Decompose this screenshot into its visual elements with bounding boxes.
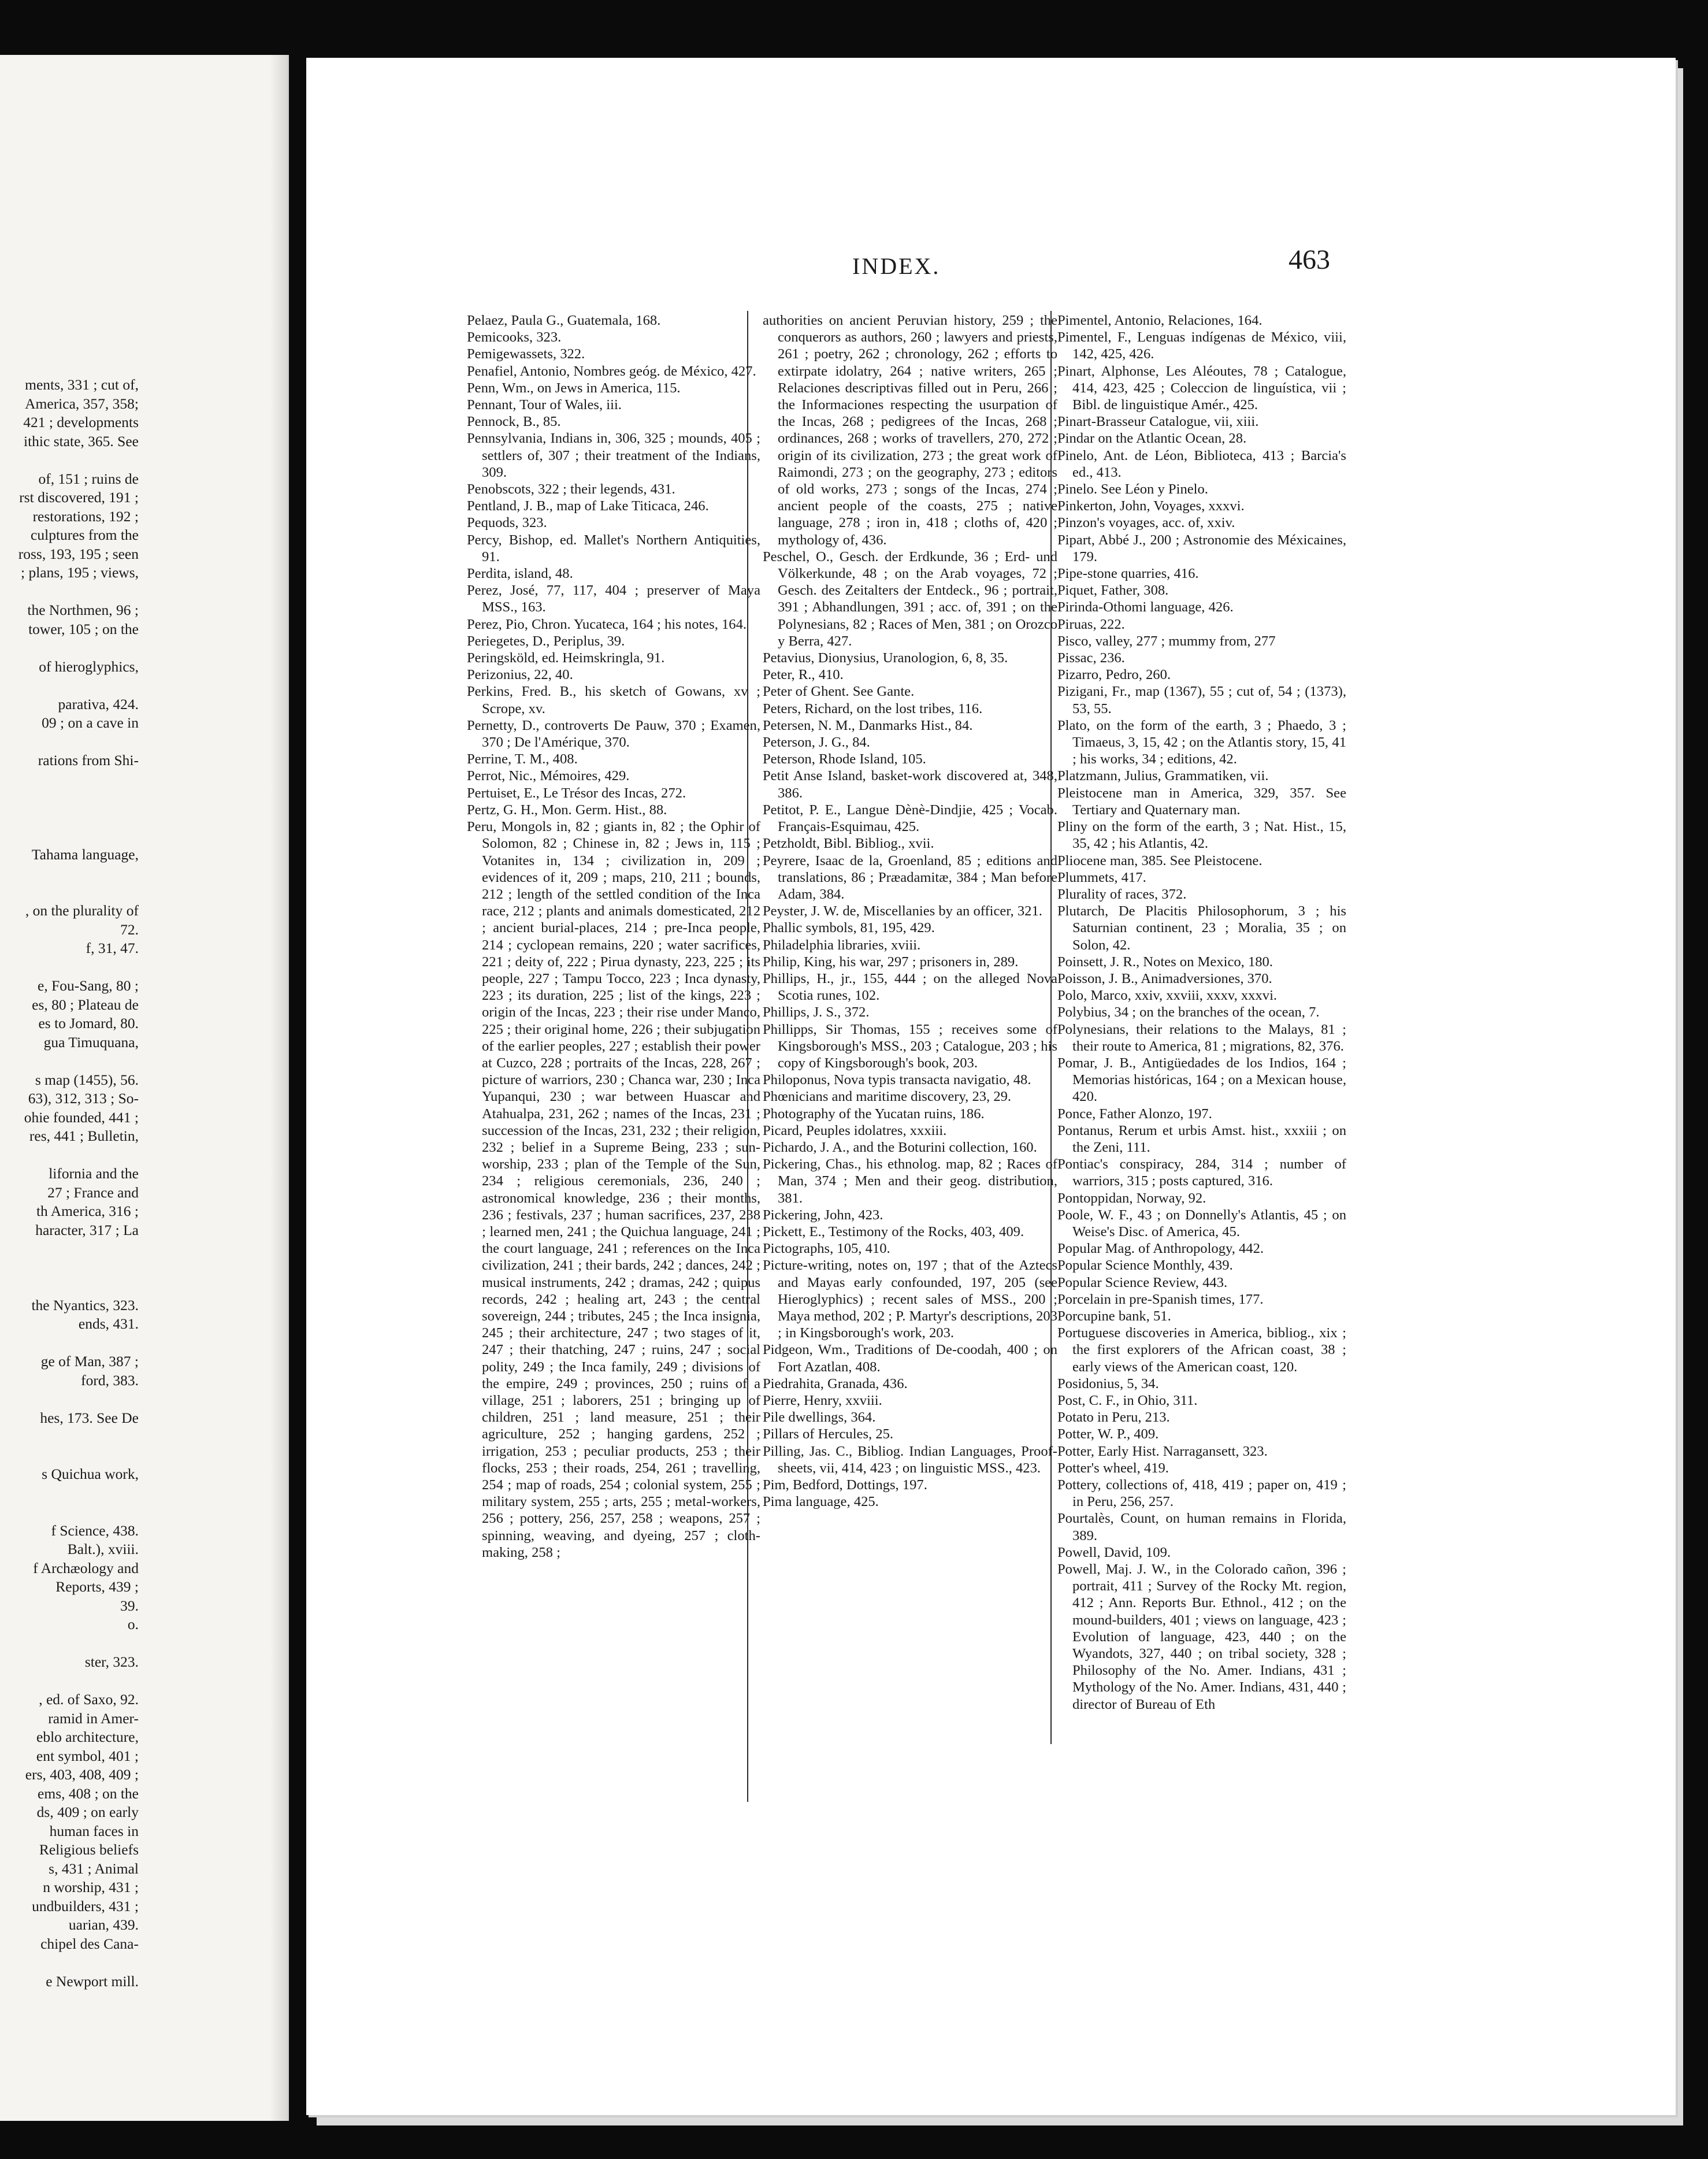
index-entry: Platzmann, Julius, Grammatiken, vii. [1057,768,1269,784]
index-column-3 [1057,312,1346,1713]
index-entry: Pickett, E., Testimony of the Rocks, 403, 409. [763,1223,1024,1240]
left-page-line [0,1860,272,1879]
index-entry: Popular Science Review, 443. [1057,1274,1228,1290]
index-entry: Perrot, Nic., Mémoires, 429. [467,768,630,784]
index-entry: Pilling, Jas. C., Bibliog. Indian Languages, Proof-sheets, vii, 414, 423 ; on linguistic MSS., 423. [763,1443,1057,1476]
left-page-line-text: uarian, 439. [68,1916,139,1933]
left-page-line [0,1033,272,1052]
index-entry: Perrine, T. M., 408. [467,751,578,767]
left-page-line [0,1296,272,1315]
left-page-line [0,1277,272,1296]
index-entry: Pinelo, Ant. de Léon, Biblioteca, 413 ; Barcia's ed., 413. [1057,447,1346,480]
index-entry: Petersen, N. M., Danmarks Hist., 84. [763,717,973,733]
index-entry: Pelaez, Paula G., Guatemala, 168. [467,313,661,328]
left-page-line [0,432,272,451]
left-page-line [0,958,272,977]
left-page-line-text: ends, 431. [78,1315,139,1332]
left-page-line [0,1803,272,1822]
left-page-line [0,1522,272,1541]
left-page-line [0,470,272,489]
index-entry: Picture-writing, notes on, 197 ; that of the Aztecs and Mayas early confounded, 197, 205 (see Hieroglyphics) ; recent sales of MSS., 200 ; Maya method, 202 ; P. Martyr's descriptions, 203 ; in Kingsborough's work, 203. [763,1257,1057,1341]
left-page-line [0,376,272,395]
index-entry: Petit Anse Island, basket-work discovered at, 348, 386. [763,768,1057,801]
index-entry: Pichardo, J. A., and the Boturini collection, 160. [763,1139,1037,1155]
left-page-line [0,1972,272,1991]
index-entry: Penobscots, 322 ; their legends, 431. [467,481,675,498]
index-entry: Perdita, island, 48. [467,566,573,582]
left-page-line [0,1540,272,1559]
index-entry: Ponce, Father Alonzo, 197. [1057,1106,1212,1122]
index-entry: Philip, King, his war, 297 ; prisoners in, 289. [763,954,1019,970]
left-page-line [0,714,272,733]
left-page-line-text: o. [127,1616,139,1633]
index-entry: Porcelain in pre-Spanish times, 177. [1057,1291,1264,1307]
left-page-line-text: s map (1455), 56. [35,1071,139,1088]
index-entry: Pontiac's conspiracy, 284, 314 ; number of warriors, 315 ; posts captured, 316. [1057,1156,1346,1189]
index-entry: Peter of Ghent. See Gante. [763,684,915,700]
index-entry: Polynesians, their relations to the Malays, 81 ; their route to America, 81 ; migrations, 82, 376. [1057,1021,1346,1054]
left-page-line-text: culptures from the [31,526,139,543]
left-page-line-text: the Northmen, 96 ; [27,602,139,618]
index-entry: Poinsett, J. R., Notes on Mexico, 180. [1057,954,1273,970]
left-page-line-text: ithic state, 365. See [24,432,139,450]
left-page-line [0,1371,272,1390]
left-page-line [0,1634,272,1653]
left-page-line-text: ster, 323. [84,1653,139,1670]
index-entry: Plato, on the form of the earth, 3 ; Phaedo, 3 ; Timaeus, 3, 15, 42 ; on the Atlantis story, 15, 41 ; his works, 34 ; editions, 42. [1057,717,1346,767]
left-page-line-text: 63), 312, 313 ; So- [28,1090,139,1107]
index-entry: Pipart, Abbé J., 200 ; Astronomie des Méxicaines, 179. [1057,532,1346,565]
left-page-line-text: f Archæology and [33,1559,139,1576]
left-page-line [0,1747,272,1766]
left-page-line-text: ramid in Amer- [48,1709,139,1727]
left-page-line [0,1465,272,1484]
left-page-line-text: ; plans, 195 ; views, [21,564,139,581]
index-entry: Picard, Peuples idolatres, xxxiii. [763,1122,947,1138]
index-entry: Periegetes, D., Periplus, 39. [467,633,625,649]
left-page-fragment [0,55,289,2121]
left-page-line [0,1484,272,1503]
left-page-line-text: , on the plurality of [25,902,139,919]
index-entry: Pleistocene man in America, 329, 357. See Tertiary and Quaternary man. [1057,785,1346,818]
left-page-line-text: ford, 383. [81,1371,139,1389]
left-page-line-text: parativa, 424. [58,695,139,713]
index-entry: Peyrere, Isaac de la, Groenland, 85 ; editions and translations, 86 ; Præadamitæ, 384 ; Man before Adam, 384. [763,852,1057,902]
left-page-line-text: es to Jomard, 80. [38,1015,139,1032]
left-page-line-text: e Newport mill. [46,1972,139,1990]
left-page-line [0,1164,272,1184]
left-page-line [0,413,272,432]
left-page-line-text: ge of Man, 387 ; [40,1353,139,1370]
left-page-line-text: 421 ; developments [23,414,139,431]
index-entry: Peterson, J. G., 84. [763,734,870,751]
left-page-line-text: ers, 403, 408, 409 ; [25,1766,139,1783]
index-entry: Piruas, 222. [1057,616,1125,632]
index-entry: Pennant, Tour of Wales, iii. [467,397,622,413]
left-page-line [0,526,272,545]
index-entry: Peters, Richard, on the lost tribes, 116. [763,700,983,717]
left-page-line [0,395,272,414]
left-page-line-text: f, 31, 47. [86,940,139,956]
left-page-line-text: Religious beliefs [39,1841,139,1858]
index-entry: Pequods, 323. [467,515,547,531]
index-entry: Plurality of races, 372. [1057,886,1187,902]
left-page-line [0,902,272,921]
left-page-line [0,1089,272,1108]
left-page-line-text: ems, 408 ; on the [38,1785,139,1802]
left-page-line-text: 27 ; France and [47,1184,139,1201]
left-page-line [0,1690,272,1709]
index-entry: Perez, Pio, Chron. Yucateca, 164 ; his notes, 164. [467,616,747,632]
index-entry: Pliocene man, 385. See Pleistocene. [1057,852,1263,869]
index-entry: Pontanus, Rerum et urbis Amst. hist., xxxiii ; on the Zeni, 111. [1057,1122,1346,1155]
index-entry: Pizarro, Pedro, 260. [1057,667,1171,683]
left-page-line-text: ds, 409 ; on early [36,1804,139,1820]
index-entry: Pinart-Brasseur Catalogue, vii, xiii. [1057,414,1259,430]
index-entry: Powell, Maj. J. W., in the Colorado cañon, 396 ; portrait, 411 ; Survey of the Rocky Mt. region, 412 ; Ann. Reports Bur. Ethnol., 412 ; on the mound-builders, 401 ; views on language, 423 ; Evolution of language, 423, 440 ; on the Wyandots, 327, 440 ; on tribal society, 328 ; Philosophy of the No. Amer. Indians, 431 ; Mythology of the No. Amer. Indians, 431, 440 ; director of Bureau of Eth [1057,1561,1346,1712]
left-page-line-text: the Nyantics, 323. [31,1296,139,1314]
index-entry: Popular Science Monthly, 439. [1057,1257,1233,1274]
index-entry: Pictographs, 105, 410. [763,1241,890,1257]
left-page-line [0,1202,272,1221]
left-page-line [0,1427,272,1446]
left-page-line-text: n worship, 431 ; [43,1879,139,1895]
index-entry: Pinelo. See Léon y Pinelo. [1057,481,1208,498]
left-page-line-text: undbuilders, 431 ; [32,1897,139,1915]
left-page-line [0,1728,272,1747]
left-page-line [0,977,272,996]
page-number: 463 [1289,244,1330,275]
left-page-line [0,1446,272,1466]
left-page-line [0,583,272,602]
index-entry: Portuguese discoveries in America, bibliog., xix ; the first explorers of the African coast, 38 ; early views of the American coast, 120. [1057,1325,1346,1375]
left-page-line-text: 39. [120,1597,139,1614]
left-page-line-text: ross, 193, 195 ; seen [18,545,139,562]
left-page-line-text: eblo architecture, [36,1728,139,1745]
index-entry: Pernetty, D., controverts De Pauw, 370 ; Examen, 370 ; De l'Amérique, 370. [467,717,760,751]
index-entry: authorities on ancient Peruvian history, 259 ; the conquerors as authors, 260 ; lawyers and priests, 261 ; poetry, 262 ; chronology, 262 ; efforts to extirpate idolatry, 264 ; native writers, 265 ; Relaciones descriptivas filled out in Peru, 266 ; the Informaciones respecting the usurpation of the Incas, 268 ; pedigrees of the Incas, 268 ; ordinances, 268 ; works of travellers, 270, 272 ; origin of its civilization, 273 ; the great work of Raimondi, 273 ; on the geography, 273 ; editors of old works, 273 ; songs of the Incas, 274 ; ancient people of the coasts, 275 ; native language, 278 ; iron in, 418 ; cloths of, 420 ; mythology of, 436. [763,313,1057,548]
left-page-line [0,658,272,677]
left-page-line-text: Balt.), xviii. [67,1541,139,1557]
index-entry: Popular Mag. of Anthropology, 442. [1057,1241,1264,1257]
left-page-line-text: human faces in [49,1822,139,1839]
left-page-line [0,601,272,620]
left-page-line-text: res, 441 ; Bulletin, [29,1127,139,1144]
left-page-line [0,1822,272,1841]
left-page-line [0,864,272,883]
index-entry: Plutarch, De Placitis Philosophorum, 3 ; his Saturnian continent, 23 ; Moralia, 35 ; on Solon, 42. [1057,903,1346,953]
index-entry: Post, C. F., in Ohio, 311. [1057,1393,1198,1408]
index-entry: Peyster, J. W. de, Miscellanies by an officer, 321. [763,903,1042,919]
index-entry: Potter, Early Hist. Narragansett, 323. [1057,1443,1268,1459]
left-page-line [0,1653,272,1672]
index-entry: Pottery, collections of, 418, 419 ; paper on, 419 ; in Peru, 256, 257. [1057,1477,1346,1510]
index-entry: Pentland, J. B., map of Lake Titicaca, 246. [467,498,709,514]
left-page-line-text: restorations, 192 ; [32,507,139,525]
left-page-line [0,1935,272,1954]
index-entry: Pinzon's voyages, acc. of, xxiv. [1057,515,1235,531]
left-page-line-text: Tahama language, [31,845,139,863]
left-page-line-text: th America, 316 ; [36,1203,139,1219]
left-page-line-text: s Quichua work, [42,1466,139,1482]
left-page-line [0,451,272,470]
left-page-line-text: f Science, 438. [51,1522,139,1539]
left-page-line [0,1841,272,1860]
left-page-line [0,1765,272,1785]
index-entry: Potter, W. P., 409. [1057,1426,1159,1442]
left-page-line [0,1578,272,1597]
left-page-line [0,1240,272,1259]
left-page-line [0,1559,272,1578]
left-page-line [0,1334,272,1353]
left-page-line-text: es, 80 ; Plateau de [32,996,139,1013]
left-page-line-text: , ed. of Saxo, 92. [39,1691,139,1708]
index-entry: Philadelphia libraries, xviii. [763,937,921,953]
left-page-line [0,733,272,752]
index-entry: Philoponus, Nova typis transacta navigatio, 48. [763,1072,1031,1088]
left-page-line [0,639,272,658]
left-page-line [0,1878,272,1897]
left-page-line-text: chipel des Cana- [40,1935,139,1952]
left-page-line-text: rations from Shi- [38,752,139,769]
index-entry: Phallic symbols, 81, 195, 429. [763,920,935,936]
left-page-line [0,1127,272,1146]
index-entry: Piquet, Father, 308. [1057,583,1169,599]
left-page-line-text: ohie founded, 441 ; [24,1108,139,1126]
book-gutter [270,55,287,2121]
index-entry: Pliny on the form of the earth, 3 ; Nat. Hist., 15, 35, 42 ; his Atlantis, 42. [1057,819,1346,852]
left-page-line-text: 72. [120,921,139,938]
index-entry: Pinkerton, John, Voyages, xxxvi. [1057,498,1245,514]
index-entry: Pennock, B., 85. [467,414,561,430]
index-entry: Petzholdt, Bibl. Bibliog., xvii. [763,836,934,852]
left-page-line [0,845,272,865]
index-entry: Piedrahita, Granada, 436. [763,1375,908,1392]
left-page-line [0,545,272,564]
index-entry: Pimentel, Antonio, Relaciones, 164. [1057,313,1263,328]
left-page-line-text: s, 431 ; Animal [49,1860,139,1877]
index-entry: Potter's wheel, 419. [1057,1460,1169,1476]
left-page-line [0,1184,272,1203]
left-page-line [0,695,272,714]
index-entry: Pickering, John, 423. [763,1207,883,1223]
index-entry: Pierre, Henry, xxviii. [763,1393,882,1408]
left-page-line [0,939,272,958]
left-page-line [0,808,272,827]
index-entry: Petitot, P. E., Langue Dènè-Dindjie, 425 ; Vocab. Français-Esquimau, 425. [763,802,1057,835]
index-entry: Perkins, Fred. B., his sketch of Gowans, xv ; Scrope, xv. [467,684,760,717]
left-page-line [0,751,272,770]
left-page-line [0,1916,272,1935]
index-entry: Peter, R., 410. [763,667,844,683]
left-page-line [0,921,272,940]
index-entry: Pisco, valley, 277 ; mummy from, 277 [1057,633,1276,649]
index-entry: Pima language, 425. [763,1494,879,1510]
index-entry: Peschel, O., Gesch. der Erdkunde, 36 ; Erd- und Völkerkunde, 48 ; on the Arab voyages, 72 ; Gesch. des Zeitalters der Entdeck., 96 ; portrait, 391 ; Abhandlungen, 391 ; acc. of, 391 ; on the Polynesians, 82 ; Races of Men, 381 ; on Orozco y Berra, 427. [763,548,1057,649]
index-entry: Pertz, G. H., Mon. Germ. Hist., 88. [467,802,667,818]
left-page-line-text: ent symbol, 401 ; [36,1747,139,1764]
index-entry: Powell, David, 109. [1057,1544,1171,1560]
left-page-line [0,1146,272,1165]
left-page-line [0,789,272,808]
index-entry: Pidgeon, Wm., Traditions of De-coodah, 400 ; on Fort Azatlan, 408. [763,1342,1057,1375]
index-entry: Pontoppidan, Norway, 92. [1057,1190,1206,1206]
left-page-line [0,1108,272,1127]
index-entry: Posidonius, 5, 34. [1057,1375,1159,1392]
index-entry: Phillips, J. S., 372. [763,1004,870,1021]
left-page-line [0,883,272,902]
left-page-line-text: tower, 105 ; on the [28,620,139,637]
index-entry: Pissac, 236. [1057,650,1125,666]
left-page-line [0,1953,272,1972]
left-page-line [0,488,272,507]
index-entry: Pickering, Chas., his ethnolog. map, 82 ; Races of Man, 374 ; Men and their geog. distribution, 381. [763,1156,1057,1206]
left-page-line-text: haracter, 317 ; La [35,1221,139,1238]
index-entry: Penafiel, Antonio, Nombres geóg. de México, 427. [467,363,756,379]
left-page-line [0,1785,272,1804]
left-page-line-text: e, Fou-Sang, 80 ; [38,977,139,994]
index-entry: Pennsylvania, Indians in, 306, 325 ; mounds, 405 ; settlers of, 307 ; their treatment of the Indians, 309. [467,431,760,480]
index-entry: Plummets, 417. [1057,869,1146,885]
index-entry: Phœnicians and maritime discovery, 23, 29. [763,1089,1012,1105]
index-entry: Pipe-stone quarries, 416. [1057,566,1199,582]
index-column-1 [467,312,760,1561]
index-entry: Penn, Wm., on Jews in America, 115. [467,380,681,396]
left-page-line [0,770,272,789]
left-page-line [0,1221,272,1240]
index-entry: Polybius, 34 ; on the branches of the ocean, 7. [1057,1004,1320,1021]
left-page-line-text: lifornia and the [49,1165,139,1182]
left-page-line-text: hes, 173. See De [40,1409,139,1426]
left-page-line [0,1390,272,1409]
left-page-line-text: of, 151 ; ruins de [38,470,139,487]
index-entry: Pindar on the Atlantic Ocean, 28. [1057,431,1247,447]
index-entry: Percy, Bishop, ed. Mallet's Northern Antiquities, 91. [467,532,760,565]
index-entry: Potato in Peru, 213. [1057,1409,1170,1426]
index-entry: Perez, José, 77, 117, 404 ; preserver of Maya MSS., 163. [467,583,760,615]
running-header: INDEX. [852,253,941,279]
index-entry: Pirinda-Othomi language, 426. [1057,599,1234,615]
left-page-line [0,563,272,583]
left-page-line [0,1709,272,1728]
left-page-line-text: America, 357, 358; [25,395,139,412]
index-entry: Phillips, H., jr., 155, 444 ; on the alleged Nova Scotia runes, 102. [763,970,1057,1004]
left-page-line [0,826,272,845]
index-entry: Porcupine bank, 51. [1057,1308,1171,1324]
index-entry: Pertuiset, E., Le Trésor des Incas, 272. [467,785,686,801]
left-page-line-text: 09 ; on a cave in [42,714,139,731]
index-entry: Photography of the Yucatan ruins, 186. [763,1106,985,1122]
left-page-line-text: rst discovered, 191 ; [19,489,139,506]
index-entry: Phillipps, Sir Thomas, 155 ; receives some of Kingsborough's MSS., 203 ; Catalogue, 203 ; his copy of Kingsborough's book, 203. [763,1021,1057,1071]
index-entry: Pemicooks, 323. [467,329,562,346]
left-page-line [0,1409,272,1428]
index-entry: Petavius, Dionysius, Uranologion, 6, 8, 35. [763,650,1008,666]
left-page-line [0,1615,272,1634]
left-page-line [0,676,272,695]
index-entry: Pemigewassets, 322. [467,346,585,362]
index-entry: Pourtalès, Count, on human remains in Florida, 389. [1057,1511,1346,1544]
left-page-line [0,1071,272,1090]
index-entry: Perizonius, 22, 40. [467,667,573,683]
index-entry: Pizigani, Fr., map (1367), 55 ; cut of, 54 ; (1373), 53, 55. [1057,684,1346,717]
index-entry: Peru, Mongols in, 82 ; giants in, 82 ; the Ophir of Solomon, 82 ; Chinese in, 82 ; Jews in, 115 ; Votanites in, 134 ; civilization in, 209 ; evidences of it, 209 ; maps, 210, 211 ; bounds, 212 ; length of the settled condition of the Inca race, 212 ; plants and animals domesticated, 212 ; ancient burial-places, 214 ; pre-Inca people, 214 ; cyclopean remains, 220 ; water sacrifices, 221 ; deity of, 222 ; Pirua dynasty, 223, 225 ; its people, 227 ; Tampu Tocco, 223 ; Inca dynasty, 223 ; its duration, 225 ; list of the kings, 223 ; origin of the Incas, 223 ; their rise under Manco, 225 ; their original home, 226 ; their subjugation of the earlier peoples, 227 ; establish their power at Cuzco, 228 ; portraits of the Incas, 228, 267 ; picture of warriors, 230 ; Chanca war, 230 ; Inca Yupanqui, 230 ; war between Huascar and Atahualpa, 231, 262 ; names of the Incas, 231 ; succession of the Incas, 231, 232 ; their religion, 232 ; belief in a Supreme Being, 233 ; sun-worship, 233 ; plan of the Temple of the Sun, 234 ; religious ceremonials, 236, 240 ; astronomical knowledge, 236 ; their months, 236 ; festivals, 237 ; human sacrifices, 237, 238 ; learned men, 241 ; the Quichua language, 241 ; the court language, 241 ; references on the Inca civilization, 241 ; their bards, 242 ; dances, 242 ; musical instruments, 242 ; dramas, 242 ; quipus records, 242 ; healing art, 243 ; the central sovereign, 244 ; tributes, 245 ; the Inca insignia, 245 ; their architecture, 247 ; two stages of it, 247 ; their thatching, 247 ; ruins, 247 ; social polity, 249 ; the Inca family, 249 ; divisions of the empire, 249 ; provinces, 250 ; ruins of a village, 251 ; laborers, 251 ; bringing up of children, 251 ; land measure, 251 ; their agriculture, 252 ; hanging gardens, 252 ; irrigation, 253 ; peculiar products, 253 ; their flocks, 253 ; their roads, 254, 261 ; travelling, 254 ; map of roads, 254 ; colonial system, 255 ; military system, 255 ; arts, 255 ; metal-workers, 256 ; pottery, 256, 257, 258 ; weapons, 257 ; spinning, weaving, and dyeing, 257 ; cloth-making, 258 ; [467,819,760,1560]
index-entry: Pim, Bedford, Dottings, 197. [763,1477,927,1493]
left-page-line [0,507,272,526]
left-page-line [0,620,272,639]
left-page-line [0,1259,272,1278]
left-page-line-text: ments, 331 ; cut of, [25,376,139,393]
index-entry: Pinart, Alphonse, Les Aléoutes, 78 ; Catalogue, 414, 423, 425 ; Coleccion de linguística, vii ; Bibl. de linguistique Amér., 425. [1057,363,1346,413]
left-page-line-text: Reports, 439 ; [55,1578,139,1595]
index-entry: Peringsköld, ed. Heimskringla, 91. [467,650,665,666]
left-page-line [0,1052,272,1071]
left-page-line [0,1672,272,1691]
left-page-line-text: of hieroglyphics, [39,658,139,675]
index-entry: Peterson, Rhode Island, 105. [763,751,926,767]
index-entry: Polo, Marco, xxiv, xxviii, xxxv, xxxvi. [1057,988,1278,1004]
left-page-line [0,1897,272,1916]
left-page-line [0,1503,272,1522]
index-entry: Pomar, J. B., Antigüedades de los Indios, 164 ; Memorias históricas, 164 ; on a Mexican house, 420. [1057,1055,1346,1105]
index-entry: Pile dwellings, 364. [763,1409,876,1426]
left-page-line [0,1315,272,1334]
index-entry: Poole, W. F., 43 ; on Donnelly's Atlantis, 45 ; on Weise's Disc. of America, 45. [1057,1207,1346,1240]
left-page-line [0,1352,272,1371]
index-column-2 [763,312,1057,1510]
left-page-line [0,996,272,1015]
left-page-line-text: gua Timuquana, [43,1033,139,1051]
left-page-text [0,376,272,1991]
left-page-line [0,1597,272,1616]
index-entry: Pillars of Hercules, 25. [763,1426,894,1442]
index-entry: Poisson, J. B., Animadversiones, 370. [1057,970,1272,986]
left-page-line [0,1014,272,1033]
index-entry: Pimentel, F., Lenguas indígenas de México, viii, 142, 425, 426. [1057,329,1346,362]
